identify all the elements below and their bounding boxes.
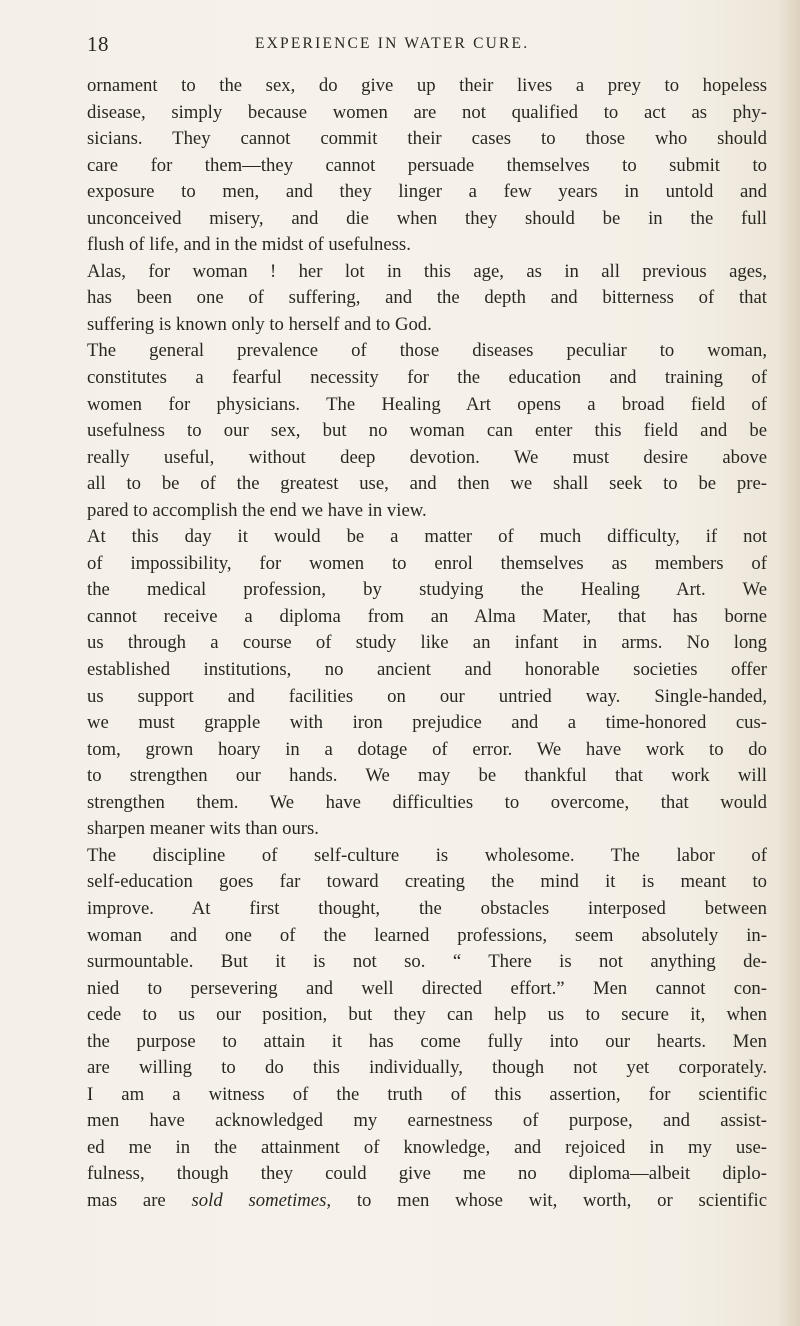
text-line: constitutes a fearful necessity for the education and training of bbox=[87, 367, 767, 389]
text-line: us through a course of study like an infant in arms. No long bbox=[87, 632, 767, 654]
text-line: the purpose to attain it has come fully into our hearts. Men bbox=[87, 1030, 767, 1052]
text-line: cede to us our position, but they can help us to secure it, when bbox=[87, 1004, 767, 1026]
text-line: Alas, for woman ! her lot in this age, as in all previous ages, bbox=[87, 260, 767, 282]
text-line: unconceived misery, and die when they should be in the full bbox=[87, 207, 767, 229]
body-text bbox=[87, 73, 767, 1215]
text-line: disease, simply because women are not qualified to act as phy- bbox=[87, 101, 767, 123]
text-line: really useful, without deep devotion. We must desire above bbox=[87, 446, 767, 468]
text-line: the medical profession, by studying the Healing Art. We bbox=[87, 579, 767, 601]
text-line: I am a witness of the truth of this assertion, for scientific bbox=[87, 1083, 767, 1105]
text-line: ornament to the sex, do give up their lives a prey to hopeless bbox=[87, 75, 767, 96]
text-line: care for them—they cannot persuade themselves to submit to bbox=[87, 154, 767, 176]
italic-emphasis: sold sometimes, bbox=[191, 1189, 332, 1211]
running-head: EXPERIENCE IN WATER CURE. bbox=[255, 35, 530, 52]
text-line-final: mas are sold sometimes, to men whose wit, worth, or scientific bbox=[87, 1189, 767, 1211]
text-line: us support and facilities on our untried way. Single-handed, bbox=[87, 685, 767, 707]
text-line: fulness, though they could give me no diploma—albeit diplo- bbox=[87, 1163, 767, 1185]
text-line: tom, grown hoary in a dotage of error. We have work to do bbox=[87, 738, 767, 760]
text-line: surmountable. But it is not so. “ There is not anything de- bbox=[87, 951, 767, 973]
text-line: men have acknowledged my earnestness of purpose, and assist- bbox=[87, 1110, 767, 1132]
text-line: nied to persevering and well directed effort.” Men cannot con- bbox=[87, 977, 767, 999]
text-line: of impossibility, for women to enrol themselves as members of bbox=[87, 552, 767, 574]
text-line: cannot receive a diploma from an Alma Mater, that has borne bbox=[87, 605, 767, 627]
text-line: strengthen them. We have difficulties to overcome, that would bbox=[87, 791, 767, 813]
text-line: we must grapple with iron prejudice and a time-honored cus- bbox=[87, 712, 767, 734]
page-edge-shadow bbox=[778, 0, 800, 1326]
text-line: improve. At first thought, the obstacles interposed between bbox=[87, 897, 767, 919]
text-line: established institutions, no ancient and honorable societies offer bbox=[87, 659, 767, 681]
text-line: flush of life, and in the midst of usefulness. bbox=[87, 234, 411, 256]
text-line: to strengthen our hands. We may be thankful that work will bbox=[87, 765, 767, 787]
text-line: pared to accomplish the end we have in view. bbox=[87, 499, 427, 521]
text-line: usefulness to our sex, but no woman can enter this field and be bbox=[87, 420, 767, 442]
text-line: The general prevalence of those diseases peculiar to woman, bbox=[87, 340, 767, 362]
text-line: women for physicians. The Healing Art opens a broad field of bbox=[87, 393, 767, 415]
text-line: suffering is known only to herself and to God. bbox=[87, 313, 432, 335]
text-line: self-education goes far toward creating the mind it is meant to bbox=[87, 871, 767, 893]
text-line: sicians. They cannot commit their cases to those who should bbox=[87, 128, 767, 150]
text-line: ed me in the attainment of knowledge, and rejoiced in my use- bbox=[87, 1136, 767, 1158]
text-line: The discipline of self-culture is wholesome. The labor of bbox=[87, 844, 767, 866]
text-line: are willing to do this individually, though not yet corporately. bbox=[87, 1057, 767, 1079]
text-line: exposure to men, and they linger a few years in untold and bbox=[87, 181, 767, 203]
text-line: woman and one of the learned professions, seem absolutely in- bbox=[87, 924, 767, 946]
text-line: At this day it would be a matter of much difficulty, if not bbox=[87, 526, 767, 548]
text-line: has been one of suffering, and the depth and bitterness of that bbox=[87, 287, 767, 309]
page-number: 18 bbox=[87, 32, 109, 56]
text-line: sharpen meaner wits than ours. bbox=[87, 818, 319, 840]
page-header bbox=[87, 32, 767, 62]
text-line: all to be of the greatest use, and then we shall seek to be pre- bbox=[87, 473, 767, 495]
